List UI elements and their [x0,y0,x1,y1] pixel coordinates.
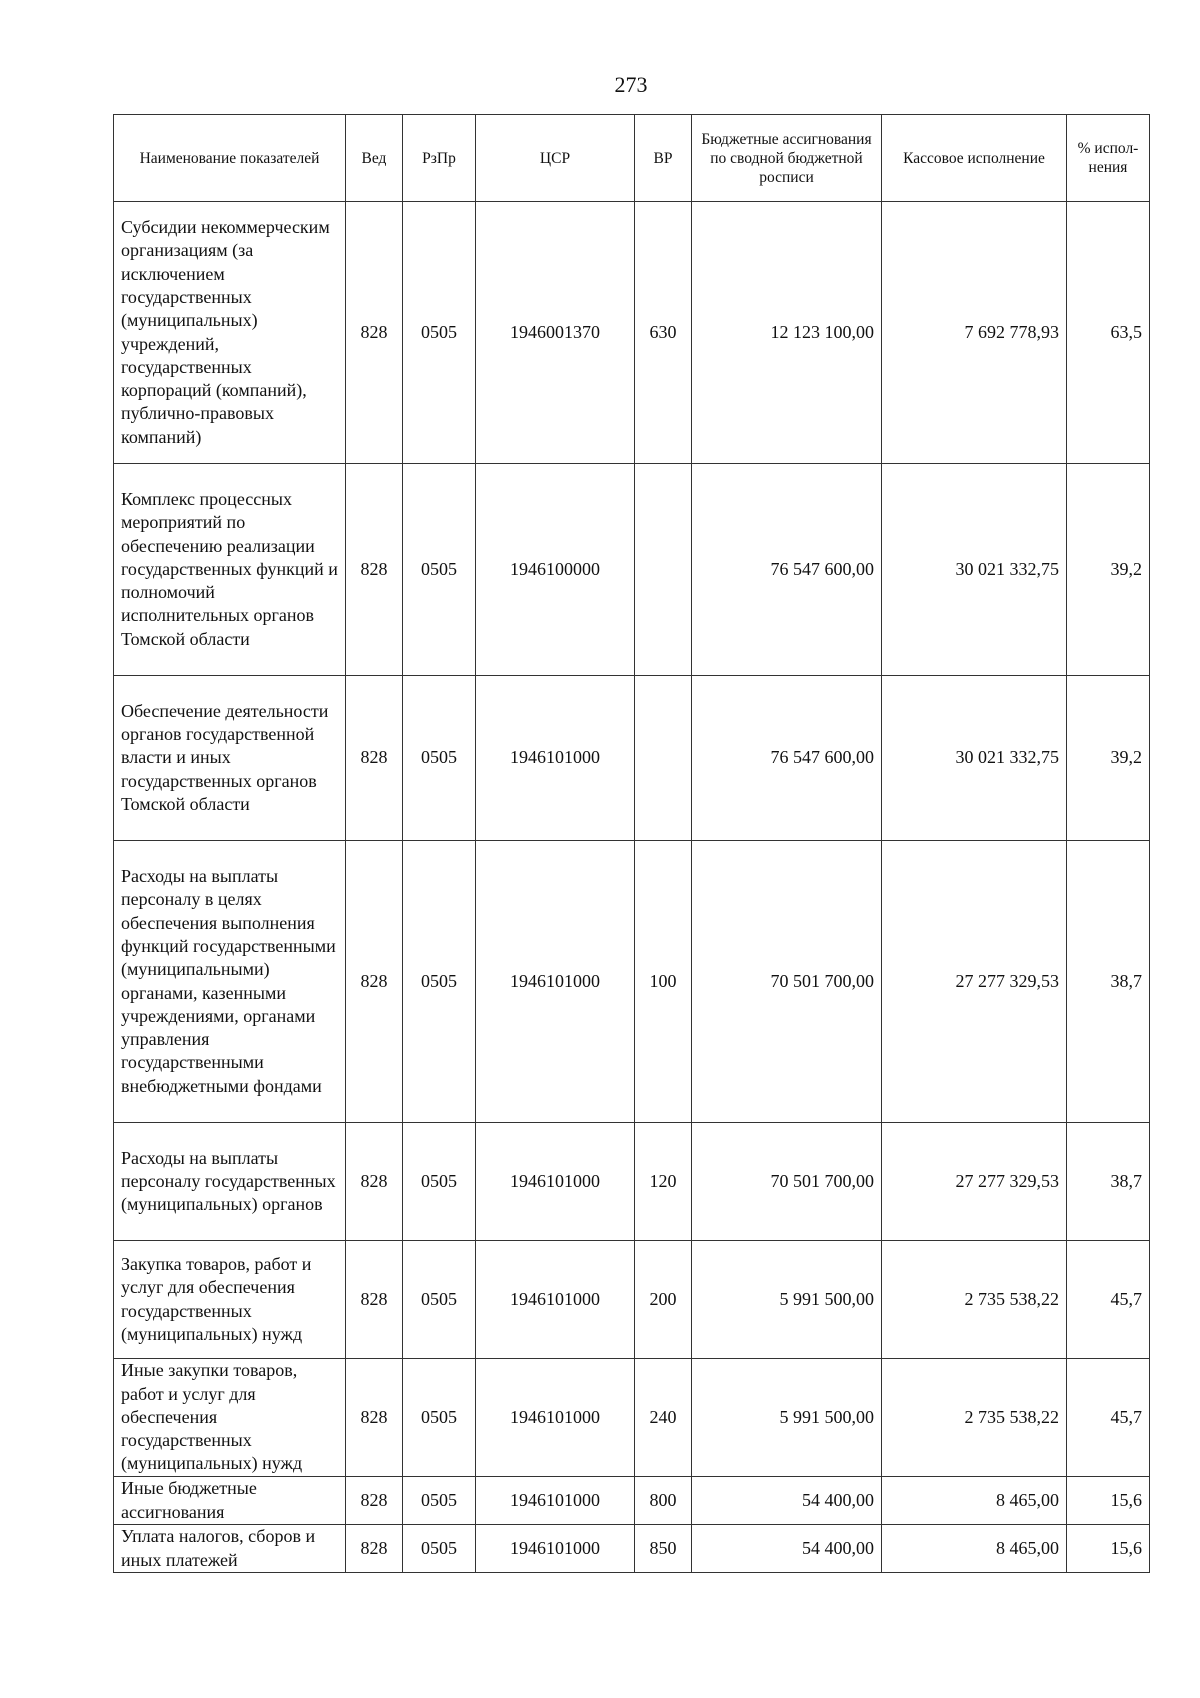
cell-percent: 45,7 [1067,1241,1150,1359]
cell-name: Расходы на выплаты персоналу в целях обеспечения выполнения функций государственными (муниципальными) органами, казенными учреждениями, органами управления государственными внебюджетными фондами [114,841,346,1123]
cell-rzpr: 0505 [403,1241,476,1359]
cell-ved: 828 [346,1477,403,1525]
header-percent: % испол-нения [1067,115,1150,202]
cell-vr: 800 [635,1477,692,1525]
header-csr: ЦСР [476,115,635,202]
table-row [114,676,1150,841]
cell-cash-execution: 7 692 778,93 [882,202,1067,464]
cell-percent: 15,6 [1067,1525,1150,1573]
header-assignments: Бюджетные ассигнования по сводной бюджетной росписи [692,115,882,202]
page-number: 273 [614,72,648,97]
cell-vr: 850 [635,1525,692,1573]
cell-percent: 39,2 [1067,464,1150,676]
cell-rzpr: 0505 [403,202,476,464]
table-row [114,202,1150,464]
cell-vr: 630 [635,202,692,464]
cell-ved: 828 [346,841,403,1123]
cell-csr: 1946101000 [476,1477,635,1525]
cell-cash-execution: 8 465,00 [882,1525,1067,1573]
cell-assignments: 70 501 700,00 [692,841,882,1123]
cell-csr: 1946101000 [476,1359,635,1477]
cell-assignments: 12 123 100,00 [692,202,882,464]
cell-rzpr: 0505 [403,1477,476,1525]
cell-ved: 828 [346,1525,403,1573]
cell-percent: 15,6 [1067,1477,1150,1525]
cell-ved: 828 [346,1241,403,1359]
header-ved: Вед [346,115,403,202]
cell-rzpr: 0505 [403,1123,476,1241]
cell-rzpr: 0505 [403,841,476,1123]
cell-csr: 1946101000 [476,676,635,841]
cell-rzpr: 0505 [403,464,476,676]
cell-name: Субсидии некоммерческим организациям (за исключением государственных (муниципальных) учреждений, государственных корпораций (компаний), публично-правовых компаний) [114,202,346,464]
header-name: Наименование показателей [114,115,346,202]
cell-cash-execution: 2 735 538,22 [882,1359,1067,1477]
cell-rzpr: 0505 [403,1525,476,1573]
cell-ved: 828 [346,202,403,464]
cell-csr: 1946101000 [476,1525,635,1573]
cell-vr: 120 [635,1123,692,1241]
budget-table [113,114,1150,1573]
cell-ved: 828 [346,1359,403,1477]
cell-vr: 200 [635,1241,692,1359]
table-row [114,1525,1150,1573]
cell-csr: 1946101000 [476,1241,635,1359]
cell-rzpr: 0505 [403,1359,476,1477]
cell-name: Уплата налогов, сборов и иных платежей [114,1525,346,1573]
table-row [114,1123,1150,1241]
cell-name: Расходы на выплаты персоналу государственных (муниципальных) органов [114,1123,346,1241]
cell-assignments: 54 400,00 [692,1525,882,1573]
cell-name: Обеспечение деятельности органов государственной власти и иных государственных органов Томской области [114,676,346,841]
cell-cash-execution: 8 465,00 [882,1477,1067,1525]
cell-name: Иные закупки товаров, работ и услуг для обеспечения государственных (муниципальных) нужд [114,1359,346,1477]
cell-csr: 1946101000 [476,841,635,1123]
cell-cash-execution: 27 277 329,53 [882,841,1067,1123]
cell-name: Комплекс процессных мероприятий по обеспечению реализации государственных функций и полномочий исполнительных органов Томской области [114,464,346,676]
table-row [114,1359,1150,1477]
cell-csr: 1946101000 [476,1123,635,1241]
cell-assignments: 70 501 700,00 [692,1123,882,1241]
cell-assignments: 5 991 500,00 [692,1359,882,1477]
cell-assignments: 76 547 600,00 [692,676,882,841]
table-header-row [114,115,1150,202]
cell-cash-execution: 27 277 329,53 [882,1123,1067,1241]
cell-vr: 100 [635,841,692,1123]
cell-ved: 828 [346,676,403,841]
cell-vr [635,464,692,676]
cell-cash-execution: 30 021 332,75 [882,676,1067,841]
cell-vr: 240 [635,1359,692,1477]
table-row [114,464,1150,676]
cell-percent: 63,5 [1067,202,1150,464]
cell-ved: 828 [346,464,403,676]
table-row [114,841,1150,1123]
table-row [114,1477,1150,1525]
cell-name: Иные бюджетные ассигнования [114,1477,346,1525]
cell-percent: 45,7 [1067,1359,1150,1477]
header-vr: ВР [635,115,692,202]
cell-percent: 39,2 [1067,676,1150,841]
table-row [114,1241,1150,1359]
cell-assignments: 76 547 600,00 [692,464,882,676]
cell-assignments: 5 991 500,00 [692,1241,882,1359]
cell-ved: 828 [346,1123,403,1241]
cell-csr: 1946001370 [476,202,635,464]
cell-percent: 38,7 [1067,841,1150,1123]
header-rzpr: РзПр [403,115,476,202]
cell-cash-execution: 2 735 538,22 [882,1241,1067,1359]
header-cash-execution: Кассовое исполнение [882,115,1067,202]
cell-assignments: 54 400,00 [692,1477,882,1525]
cell-name: Закупка товаров, работ и услуг для обеспечения государственных (муниципальных) нужд [114,1241,346,1359]
cell-vr [635,676,692,841]
cell-cash-execution: 30 021 332,75 [882,464,1067,676]
cell-rzpr: 0505 [403,676,476,841]
cell-percent: 38,7 [1067,1123,1150,1241]
cell-csr: 1946100000 [476,464,635,676]
